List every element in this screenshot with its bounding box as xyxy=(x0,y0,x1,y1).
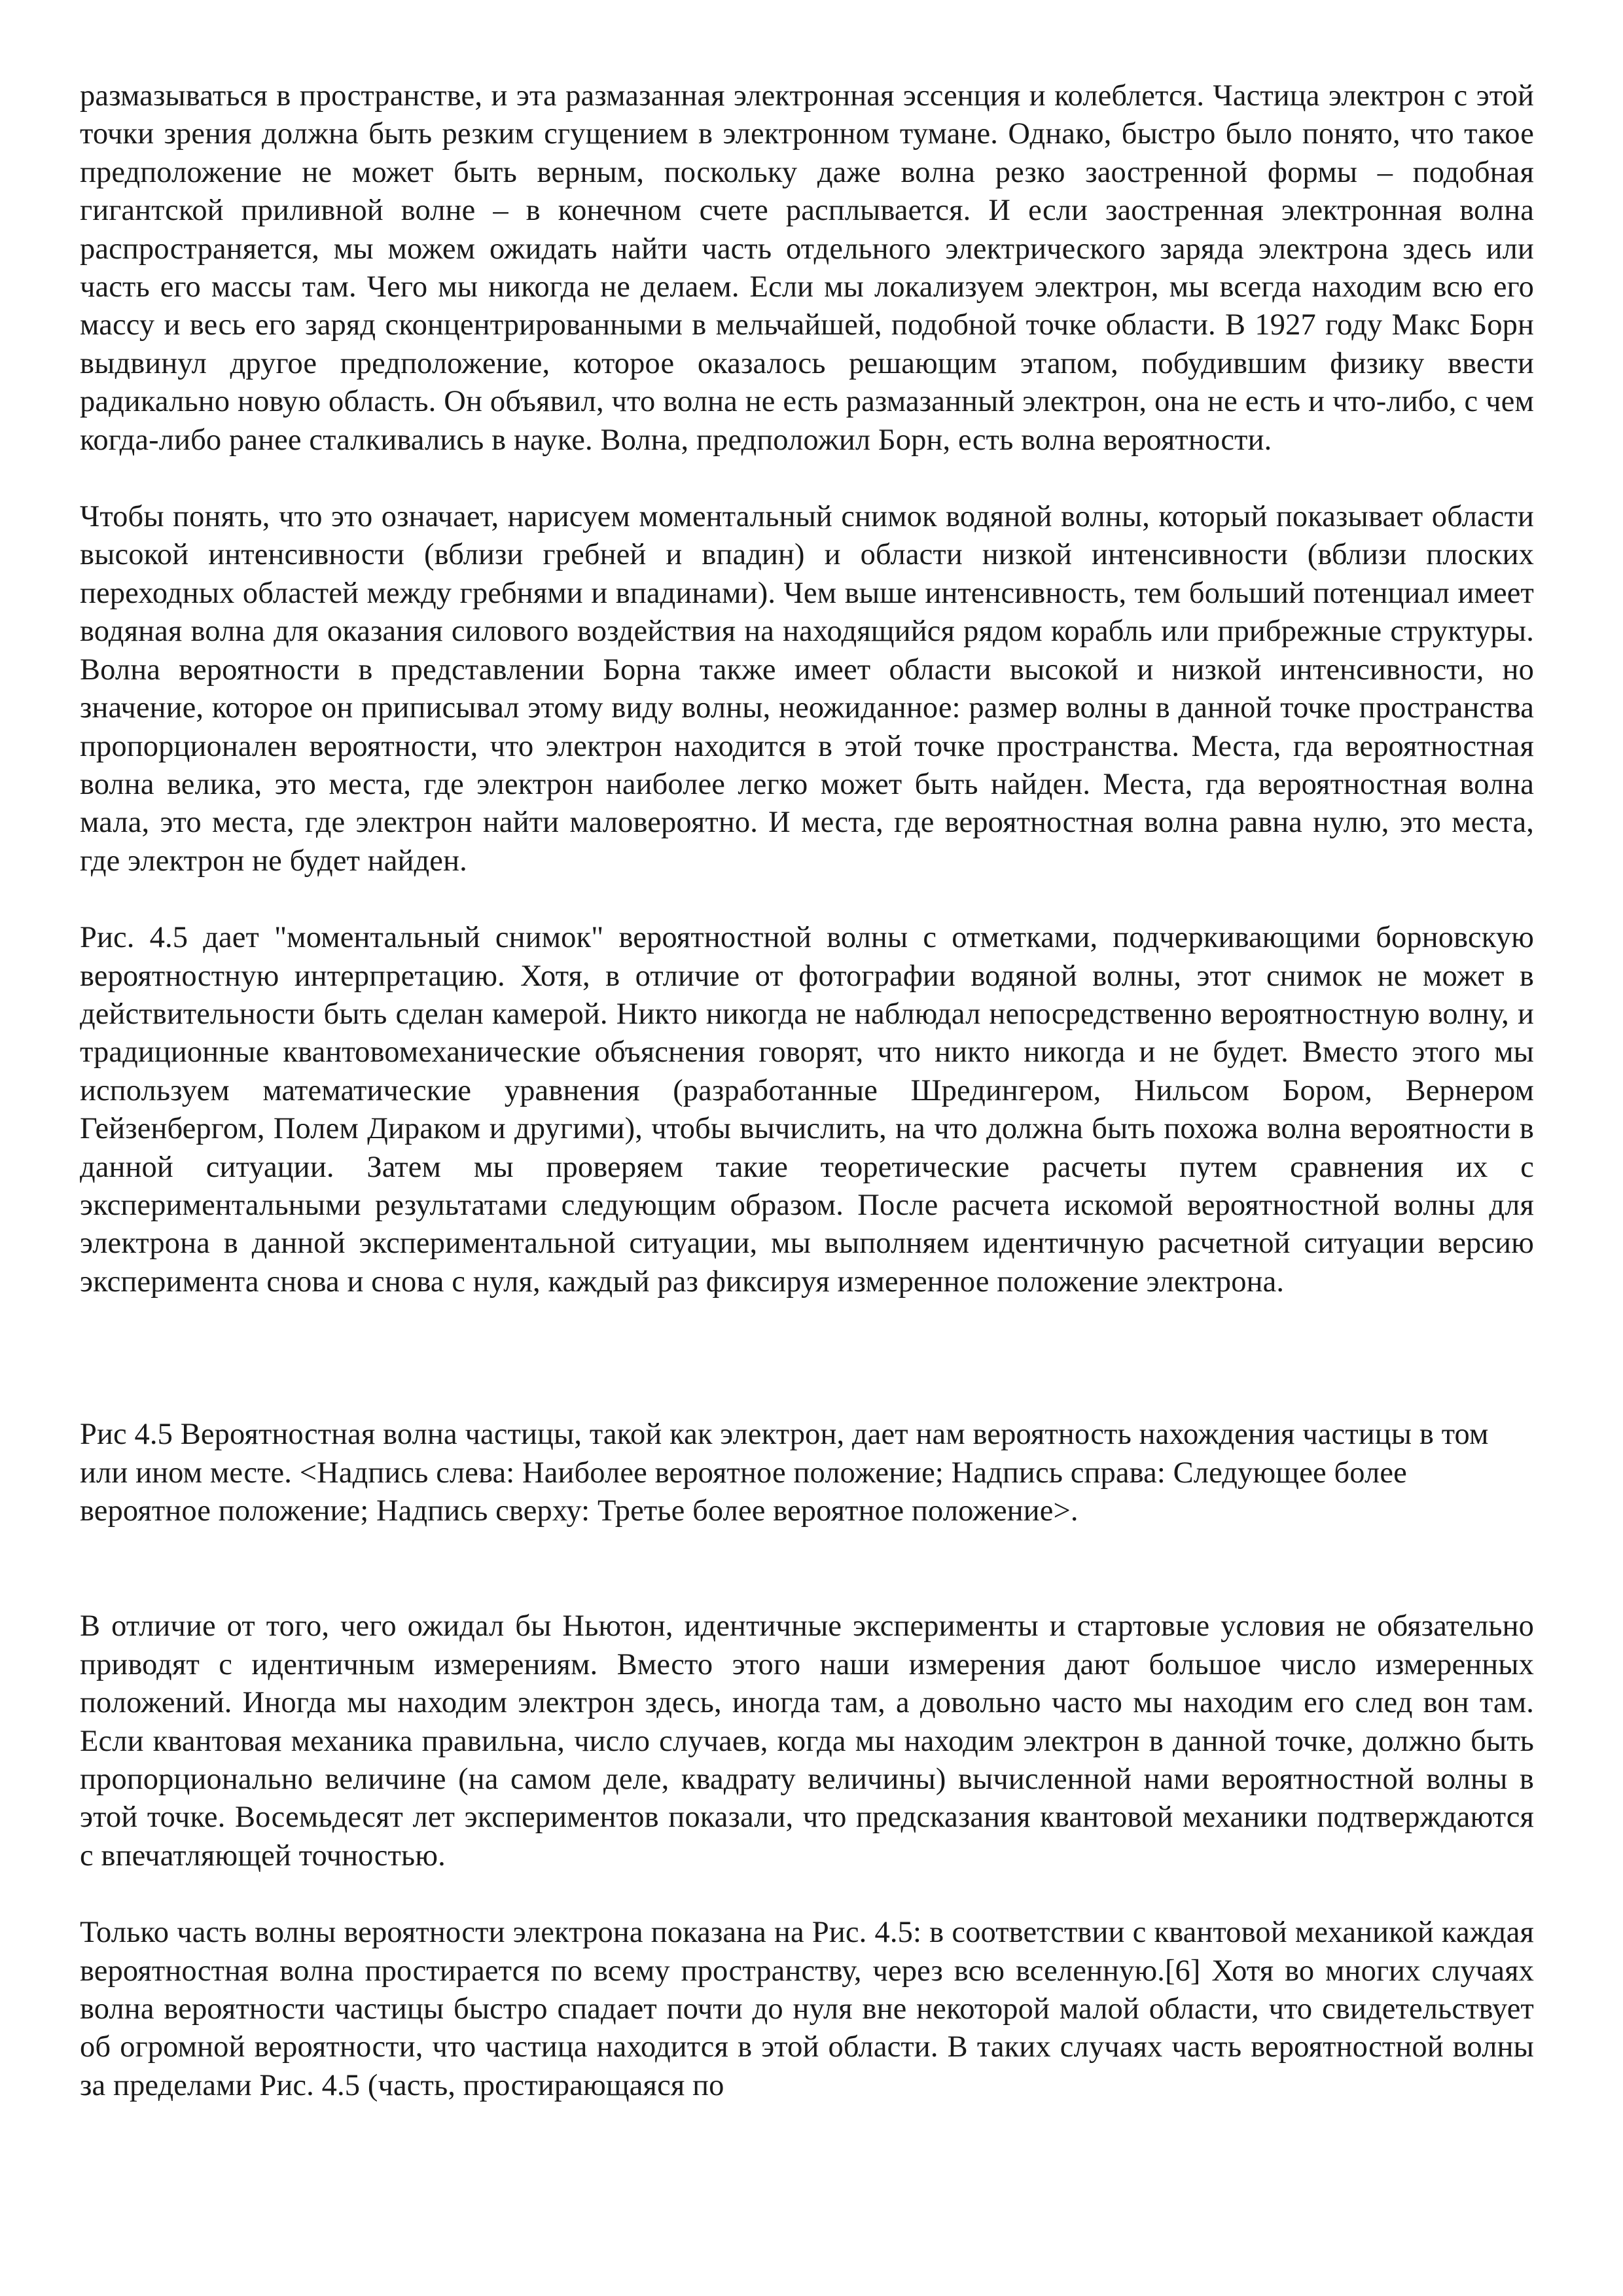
paragraph-4: В отличие от того, чего ожидал бы Ньютон, идентичные эксперименты и стартовые условия не обязательно приводят с идентичным измерениям. Вместо этого наши измерения дают большое число измеренных положений. Иногда мы находим электрон здесь, иногда там, а довольно часто мы находим его след вон там. Если квантовая механика правильна, число случаев, когда мы находим электрон в данной точке, должно быть пропорционально величине (на самом деле, квадрату величины) вычисленной нами вероятностной волны в этой точке. Восемьдесят лет экспериментов показали, что предсказания квантовой механики подтверждаются с впечатляющей точностью. xyxy=(80,1609,1534,1873)
paragraph-1: размазываться в пространстве, и эта размазанная электронная эссенция и колеблется. Частица электрон с этой точки зрения должна быть резким сгущением в электронном тумане. Однако, быстро было понято, что такое предположение не может быть верным, поскольку даже волна резко заостренной формы – подобная гигантской приливной волне – в конечном счете расплывается. И если заостренная электронная волна распространяется, мы можем ожидать найти часть отдельного электрического заряда электрона здесь или часть его массы там. Чего мы никогда не делаем. Если мы локализуем электрон, мы всегда находим всю его массу и весь его заряд сконцентрированными в мельчайшей, подобной точке области. В 1927 году Макс Борн выдвинул другое предположение, которое оказалось решающим этапом, побудившим физику ввести радикально новую область. Он объявил, что волна не есть размазанный электрон, она не есть и что-либо, с чем когда-либо ранее сталкивались в науке. Волна, предположил Борн, есть волна вероятности. xyxy=(80,79,1534,457)
paragraph-spacer xyxy=(80,880,1534,919)
document-page xyxy=(80,77,1534,2105)
figure-caption: Рис 4.5 Вероятностная волна частицы, такой как электрон, дает нам вероятность нахождения частицы в том или ином месте. <Надпись слева: Наиболее вероятное положение; Надпись справа: Следующее более вероятное положение; Надпись сверху: Третье более вероятное положение>. xyxy=(80,1418,1489,1528)
paragraph-spacer xyxy=(80,1875,1534,1914)
paragraph-spacer xyxy=(80,459,1534,498)
paragraph-3: Рис. 4.5 дает "моментальный снимок" вероятностной волны с отметками, подчеркивающими борновскую вероятностную интерпретацию. Хотя, в отличие от фотографии водяной волны, этот снимок не может в действительности быть сделан камерой. Никто никогда не наблюдал непосредственно вероятностную волну, и традиционные квантовомеханические объяснения говорят, что никто никогда и не будет. Вместо этого мы используем математические уравнения (разработанные Шредингером, Нильсом Бором, Вернером Гейзенбергом, Полем Дираком и другими), чтобы вычислить, на что должна быть похожа волна вероятности в данной ситуации. Затем мы проверяем такие теоретические расчеты путем сравнения их с экспериментальными результатами следующим образом. После расчета искомой вероятностной волны для электрона в данной экспериментальной ситуации, мы выполняем идентичную расчетной ситуации версию эксперимента снова и снова с нуля, каждый раз фиксируя измеренное положение электрона. xyxy=(80,921,1534,1299)
paragraph-2: Чтобы понять, что это означает, нарисуем моментальный снимок водяной волны, который показывает области высокой интенсивности (вблизи гребней и впадин) и области низкой интенсивности (вблизи плоских переходных областей между гребнями и впадинами). Чем выше интенсивность, тем больший потенциал имеет водяная волна для оказания силового воздействия на находящийся рядом корабль или прибрежные структуры. Волна вероятности в представлении Борна также имеет области высокой и низкой интенсивности, но значение, которое он приписывал этому виду волны, неожиданное: размер волны в данной точке пространства пропорционален вероятности, что электрон находится в этой точке пространства. Места, гда вероятностная волна велика, это места, где электрон наиболее легко может быть найден. Места, гда вероятностная волна мала, это места, где электрон найти маловероятно. И места, где вероятностная волна равна нулю, это места, где электрон не будет найден. xyxy=(80,500,1534,878)
figure-placeholder xyxy=(80,1301,1534,1416)
paragraph-5: Только часть волны вероятности электрона показана на Рис. 4.5: в соответствии с квантовой механикой каждая вероятностная волна простирается по всему пространству, через всю вселенную.[6] Хотя во многих случаях волна вероятности частицы быстро спадает почти до нуля вне некоторой малой области, что свидетельствует об огромной вероятности, что частица находится в этой области. В таких случаях часть вероятностной волны за пределами Рис. 4.5 (часть, простирающаяся по xyxy=(80,1916,1534,2102)
paragraph-spacer xyxy=(80,1530,1534,1607)
